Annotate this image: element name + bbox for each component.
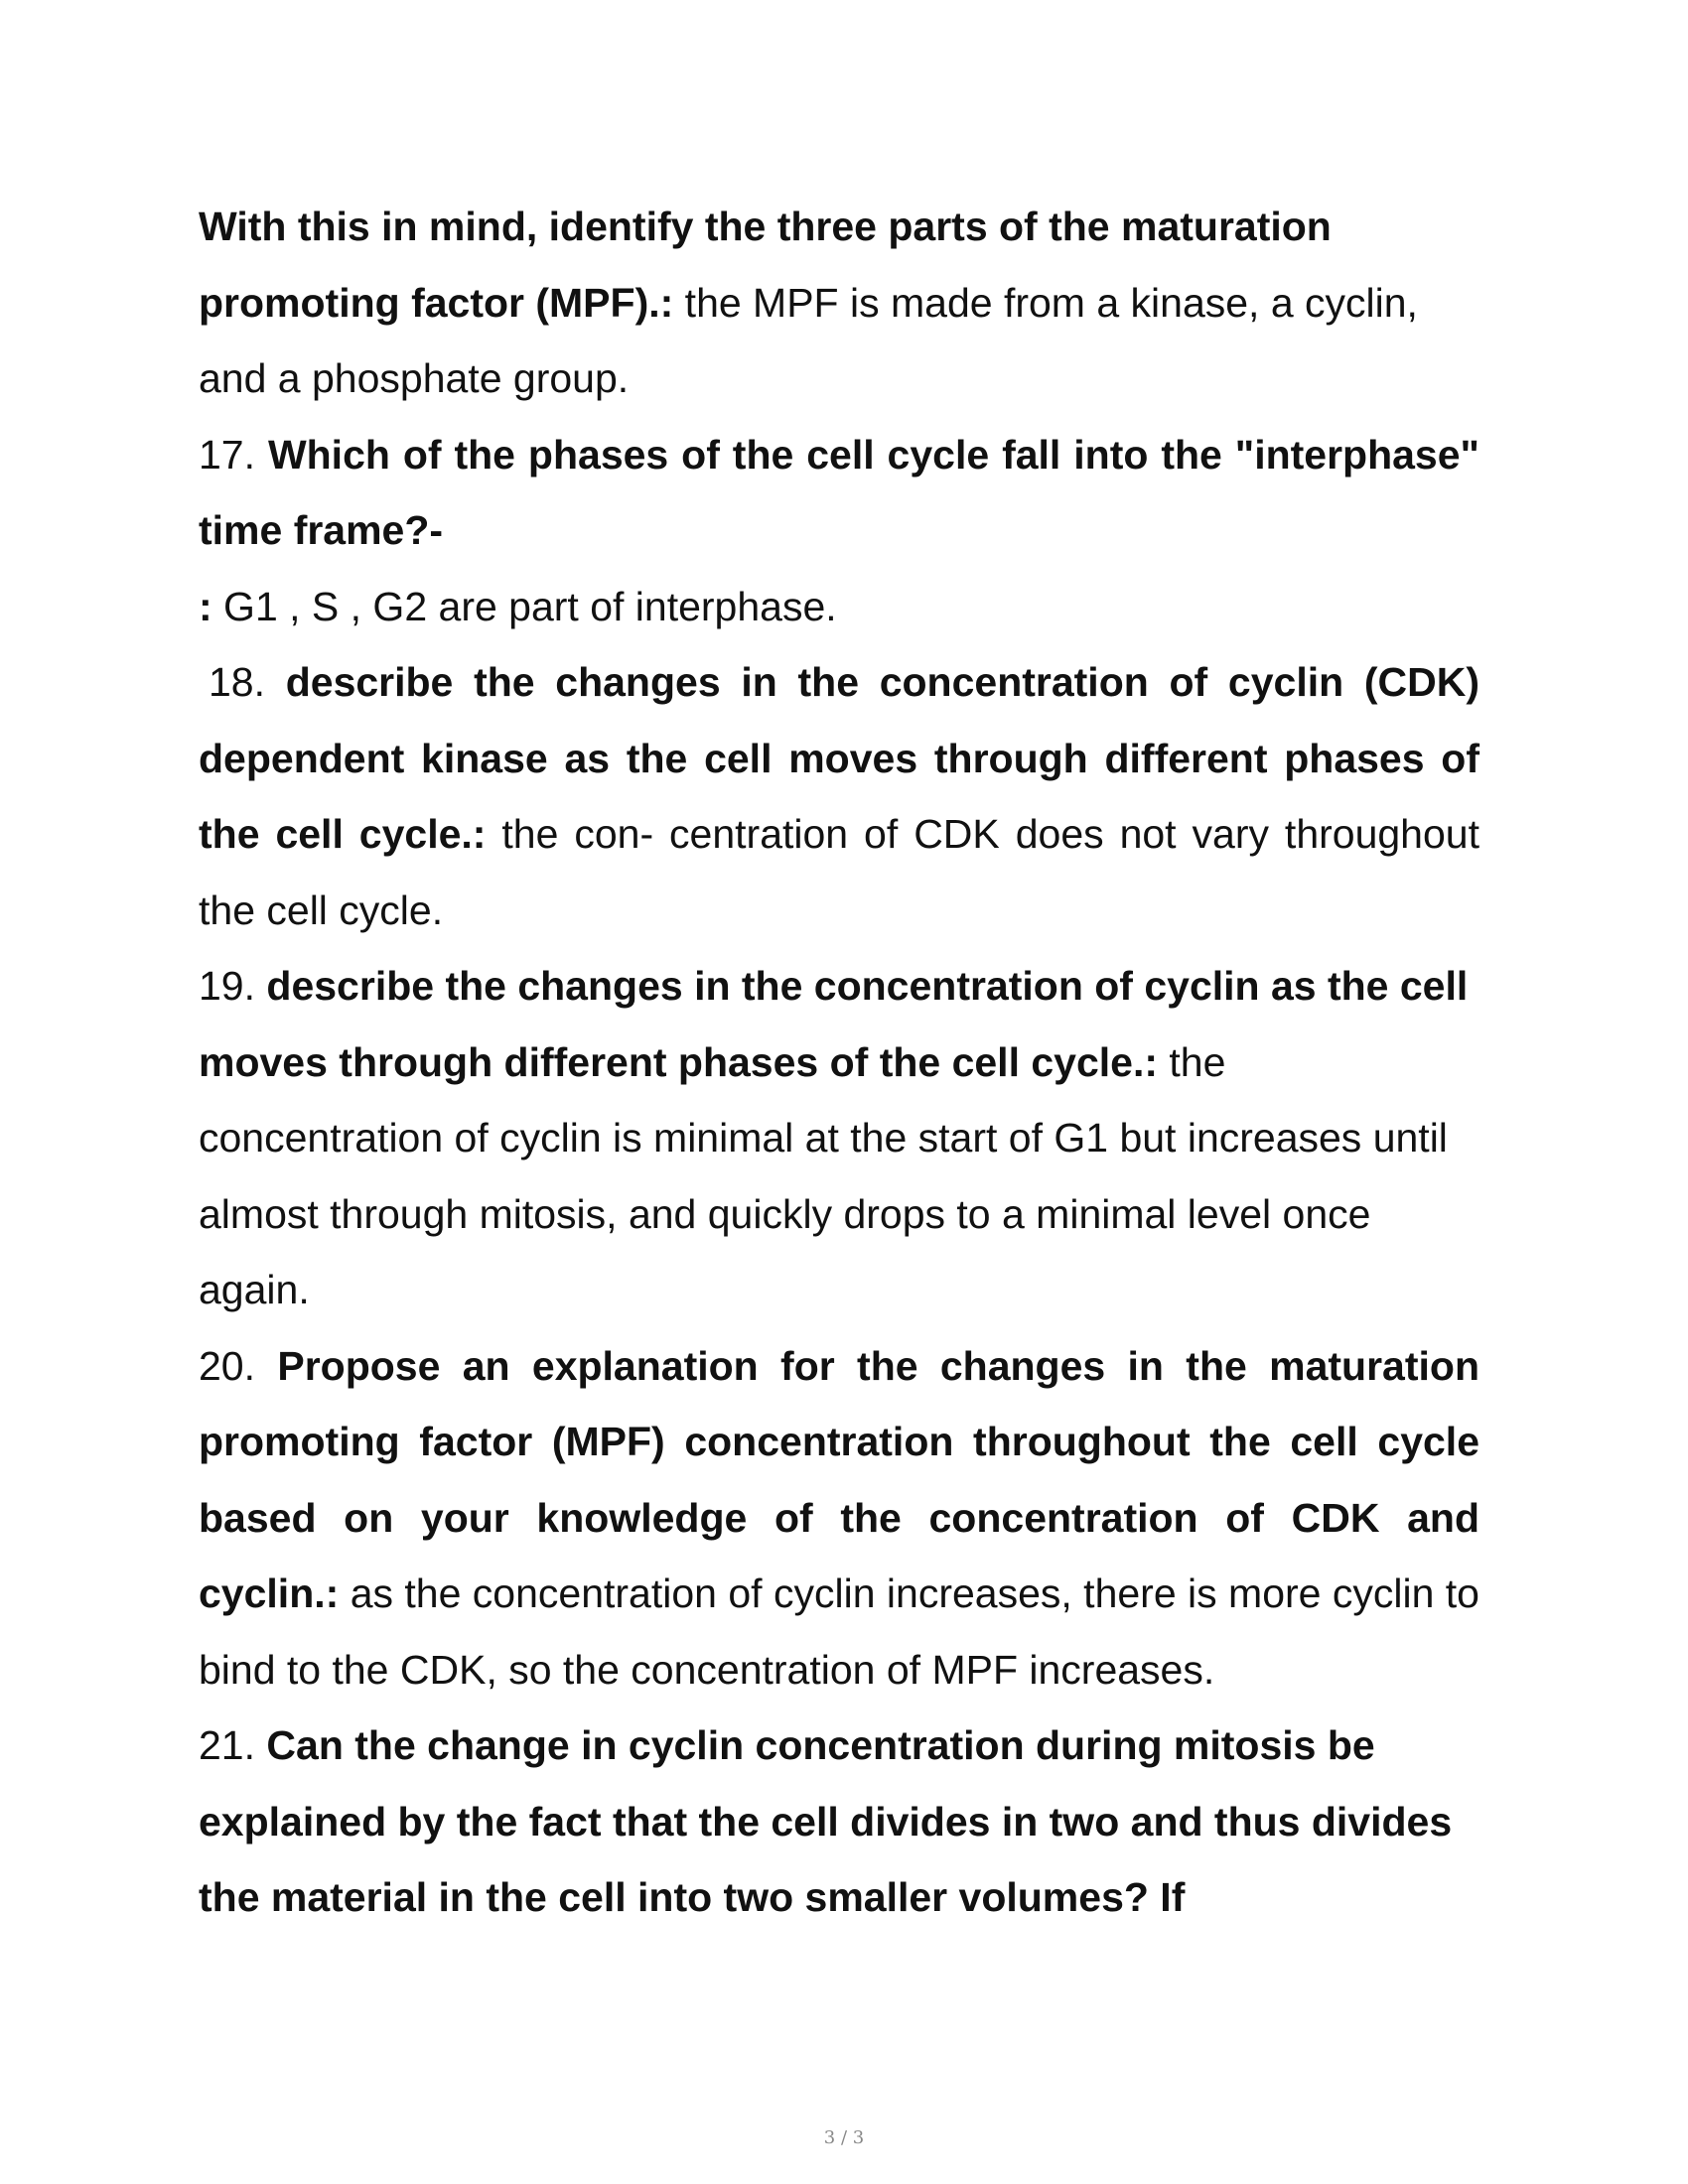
answer-text: G1 , S , G2 are part of interphase.	[211, 583, 837, 629]
question-17-paragraph	[199, 417, 1479, 569]
page-number: 3 / 3	[823, 2127, 865, 2148]
question-number: 20.	[199, 1342, 255, 1389]
question-text: With this in mind, identify the three parts of the maturation promoting factor (MPF).:	[199, 204, 1332, 326]
question-text: describe the changes in the concentration of cyclin as the cell moves through different phases of the cell cycle.:	[199, 963, 1469, 1085]
question-text: Which of the phases of the cell cycle fall into the "interphase" time frame?-	[199, 431, 1479, 553]
question-text: describe the changes in the concentration of cyclin (CDK) dependent kinase as the cell moves through different phases of the cell cycle.:	[199, 659, 1479, 857]
question-text: Propose an explanation for the changes in the maturation promoting factor (MPF) concentration throughout the cell cycle based on your knowledge of the concentration of CDK and cyclin.:	[199, 1342, 1479, 1616]
document-page	[199, 189, 1479, 1936]
question-number: 21.	[199, 1722, 255, 1768]
question-19-paragraph	[199, 948, 1479, 1328]
question-20-paragraph	[199, 1328, 1479, 1708]
question-number: 17.	[199, 431, 255, 478]
answer-prefix: :	[199, 583, 212, 629]
answer-17-paragraph	[199, 569, 1479, 645]
question-text: Can the change in cyclin concentration during mitosis be explained by the fact that the cell divides in two and thus divides the material in the cell into two smaller volumes? If	[199, 1722, 1453, 1920]
answer-text: the concentration of cyclin is minimal at the start of G1 but increases until almost through mitosis, and quickly drops to a minimal level once again.	[199, 1038, 1448, 1312]
question-number: 18.	[209, 659, 265, 705]
answer-text: the MPF is made from a kinase, a cyclin, and a phosphate group.	[199, 279, 1418, 401]
question-21-paragraph	[199, 1707, 1479, 1936]
question-number: 19.	[199, 963, 255, 1009]
paragraph-mpf-parts	[199, 189, 1479, 417]
answer-text: as the concentration of cyclin increases, there is more cyclin to bind to the CDK, so the concentration of MPF increases.	[199, 1570, 1479, 1693]
question-18-paragraph	[199, 644, 1479, 948]
answer-text: the con- centration of CDK does not vary throughout the cell cycle.	[199, 811, 1479, 933]
